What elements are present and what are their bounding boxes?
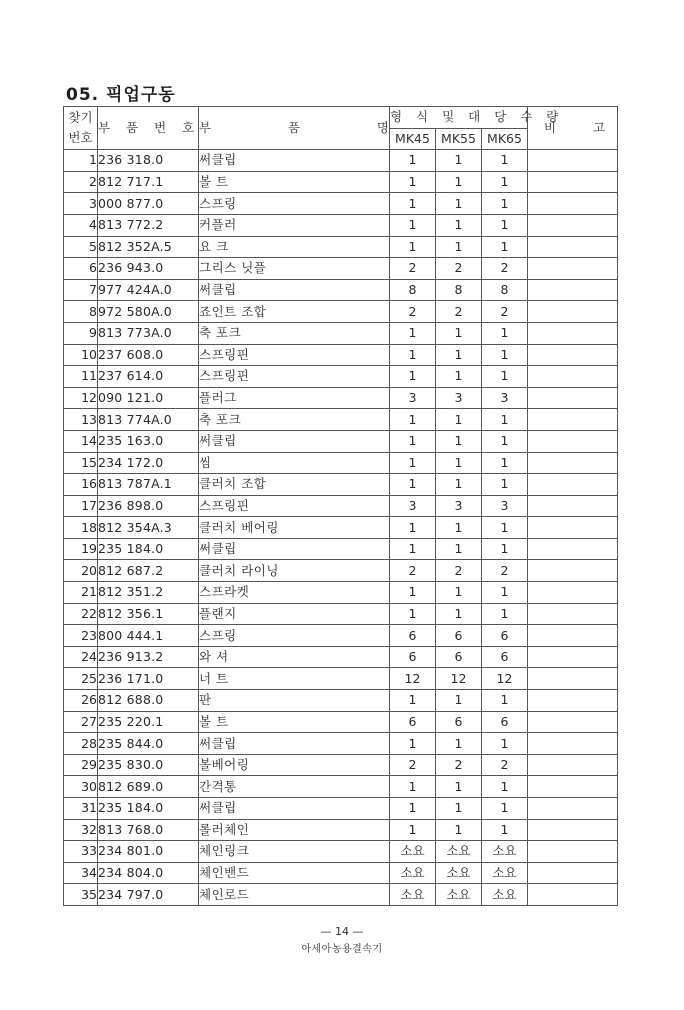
part-name-cell: 클러치 라이닝 bbox=[199, 560, 390, 582]
remarks-cell bbox=[528, 603, 618, 625]
qty-mk55-cell: 1 bbox=[436, 798, 482, 820]
qty-mk65-cell: 1 bbox=[482, 366, 528, 388]
qty-mk65-cell: 2 bbox=[482, 754, 528, 776]
part-number-cell: 236 943.0 bbox=[98, 258, 199, 280]
find-number-cell: 21 bbox=[64, 582, 98, 604]
qty-mk65-cell: 소요 bbox=[482, 862, 528, 884]
qty-mk65-cell: 1 bbox=[482, 582, 528, 604]
qty-mk45-cell: 1 bbox=[390, 409, 436, 431]
part-number-cell: 812 354A.3 bbox=[98, 517, 199, 539]
remarks-cell bbox=[528, 819, 618, 841]
remarks-cell bbox=[528, 236, 618, 258]
remarks-cell bbox=[528, 884, 618, 906]
part-name-cell: 롤러체인 bbox=[199, 819, 390, 841]
table-row bbox=[64, 711, 618, 733]
table-row bbox=[64, 322, 618, 344]
find-number-cell: 9 bbox=[64, 322, 98, 344]
part-number-cell: 972 580A.0 bbox=[98, 301, 199, 323]
qty-mk45-cell: 1 bbox=[390, 798, 436, 820]
table-row bbox=[64, 862, 618, 884]
find-number-cell: 25 bbox=[64, 668, 98, 690]
part-name-cell: 써클립 bbox=[199, 279, 390, 301]
qty-mk65-cell: 1 bbox=[482, 538, 528, 560]
part-number-cell: 237 608.0 bbox=[98, 344, 199, 366]
qty-mk55-cell: 1 bbox=[436, 517, 482, 539]
qty-mk65-cell: 6 bbox=[482, 711, 528, 733]
qty-mk65-cell: 1 bbox=[482, 819, 528, 841]
part-number-cell: 235 830.0 bbox=[98, 754, 199, 776]
find-number-cell: 28 bbox=[64, 733, 98, 755]
part-number-cell: 813 774A.0 bbox=[98, 409, 199, 431]
part-number-cell: 812 351.2 bbox=[98, 582, 199, 604]
find-number-cell: 2 bbox=[64, 171, 98, 193]
qty-mk55-cell: 1 bbox=[436, 582, 482, 604]
table-row bbox=[64, 733, 618, 755]
table-row bbox=[64, 841, 618, 863]
qty-mk45-cell: 1 bbox=[390, 366, 436, 388]
part-name-cell: 스프라켓 bbox=[199, 582, 390, 604]
table-row bbox=[64, 625, 618, 647]
part-name-cell: 볼 트 bbox=[199, 711, 390, 733]
qty-mk55-cell: 1 bbox=[436, 171, 482, 193]
qty-mk45-cell: 3 bbox=[390, 387, 436, 409]
find-number-cell: 4 bbox=[64, 214, 98, 236]
remarks-cell bbox=[528, 150, 618, 172]
part-number-cell: 234 804.0 bbox=[98, 862, 199, 884]
find-number-cell: 34 bbox=[64, 862, 98, 884]
qty-mk55-cell: 1 bbox=[436, 322, 482, 344]
header-part-name: 부 품 명 bbox=[199, 107, 390, 150]
part-number-cell: 812 356.1 bbox=[98, 603, 199, 625]
header-model-mk55: MK55 bbox=[436, 128, 482, 150]
table-row bbox=[64, 474, 618, 496]
part-name-cell: 스프링핀 bbox=[199, 495, 390, 517]
qty-mk55-cell: 1 bbox=[436, 452, 482, 474]
parts-table bbox=[63, 106, 618, 906]
header-quantity: 형 식 및 대 당 수 량 bbox=[390, 107, 528, 129]
qty-mk45-cell: 1 bbox=[390, 582, 436, 604]
part-number-cell: 813 768.0 bbox=[98, 819, 199, 841]
part-name-cell: 스프링 bbox=[199, 625, 390, 647]
parts-table-header bbox=[64, 107, 618, 150]
header-find-number: 찾기 번호 bbox=[64, 107, 98, 150]
table-row bbox=[64, 366, 618, 388]
qty-mk45-cell: 6 bbox=[390, 625, 436, 647]
qty-mk55-cell: 소요 bbox=[436, 841, 482, 863]
find-number-cell: 24 bbox=[64, 646, 98, 668]
qty-mk55-cell: 3 bbox=[436, 387, 482, 409]
table-row bbox=[64, 495, 618, 517]
qty-mk65-cell: 6 bbox=[482, 625, 528, 647]
qty-mk55-cell: 12 bbox=[436, 668, 482, 690]
qty-mk65-cell: 소요 bbox=[482, 841, 528, 863]
part-name-cell: 스프링 bbox=[199, 193, 390, 215]
header-remarks: 비 고 bbox=[528, 107, 618, 150]
part-number-cell: 235 844.0 bbox=[98, 733, 199, 755]
qty-mk65-cell: 1 bbox=[482, 171, 528, 193]
qty-mk65-cell: 1 bbox=[482, 193, 528, 215]
part-number-cell: 800 444.1 bbox=[98, 625, 199, 647]
part-name-cell: 플러그 bbox=[199, 387, 390, 409]
remarks-cell bbox=[528, 690, 618, 712]
qty-mk55-cell: 2 bbox=[436, 258, 482, 280]
table-row bbox=[64, 171, 618, 193]
part-name-cell: 체인밴드 bbox=[199, 862, 390, 884]
qty-mk65-cell: 2 bbox=[482, 258, 528, 280]
qty-mk45-cell: 1 bbox=[390, 690, 436, 712]
section-title: 05. 픽업구동 bbox=[66, 85, 176, 105]
table-row bbox=[64, 668, 618, 690]
part-number-cell: 234 801.0 bbox=[98, 841, 199, 863]
table-row bbox=[64, 409, 618, 431]
part-number-cell: 812 352A.5 bbox=[98, 236, 199, 258]
remarks-cell bbox=[528, 409, 618, 431]
table-row bbox=[64, 150, 618, 172]
part-name-cell: 그리스 닛플 bbox=[199, 258, 390, 280]
part-number-cell: 812 689.0 bbox=[98, 776, 199, 798]
part-name-cell: 써클립 bbox=[199, 798, 390, 820]
part-name-cell: 체인링크 bbox=[199, 841, 390, 863]
qty-mk55-cell: 1 bbox=[436, 474, 482, 496]
qty-mk45-cell: 1 bbox=[390, 452, 436, 474]
remarks-cell bbox=[528, 474, 618, 496]
part-number-cell: 813 787A.1 bbox=[98, 474, 199, 496]
find-number-cell: 12 bbox=[64, 387, 98, 409]
qty-mk65-cell: 1 bbox=[482, 409, 528, 431]
part-number-cell: 235 184.0 bbox=[98, 798, 199, 820]
find-number-cell: 26 bbox=[64, 690, 98, 712]
find-number-cell: 32 bbox=[64, 819, 98, 841]
qty-mk45-cell: 6 bbox=[390, 711, 436, 733]
qty-mk55-cell: 1 bbox=[436, 150, 482, 172]
find-number-cell: 8 bbox=[64, 301, 98, 323]
qty-mk65-cell: 1 bbox=[482, 150, 528, 172]
remarks-cell bbox=[528, 366, 618, 388]
qty-mk45-cell: 1 bbox=[390, 344, 436, 366]
part-number-cell: 235 163.0 bbox=[98, 430, 199, 452]
qty-mk65-cell: 1 bbox=[482, 474, 528, 496]
remarks-cell bbox=[528, 862, 618, 884]
part-number-cell: 090 121.0 bbox=[98, 387, 199, 409]
parts-table-body bbox=[64, 150, 618, 906]
remarks-cell bbox=[528, 430, 618, 452]
part-number-cell: 235 184.0 bbox=[98, 538, 199, 560]
remarks-cell bbox=[528, 301, 618, 323]
remarks-cell bbox=[528, 733, 618, 755]
table-row bbox=[64, 754, 618, 776]
qty-mk55-cell: 1 bbox=[436, 733, 482, 755]
remarks-cell bbox=[528, 517, 618, 539]
remarks-cell bbox=[528, 776, 618, 798]
qty-mk45-cell: 2 bbox=[390, 754, 436, 776]
table-row bbox=[64, 819, 618, 841]
table-row bbox=[64, 798, 618, 820]
find-number-cell: 18 bbox=[64, 517, 98, 539]
qty-mk55-cell: 1 bbox=[436, 430, 482, 452]
part-name-cell: 클러치 베어링 bbox=[199, 517, 390, 539]
part-name-cell: 커플러 bbox=[199, 214, 390, 236]
qty-mk65-cell: 1 bbox=[482, 690, 528, 712]
qty-mk45-cell: 6 bbox=[390, 646, 436, 668]
table-row bbox=[64, 387, 618, 409]
qty-mk45-cell: 1 bbox=[390, 819, 436, 841]
remarks-cell bbox=[528, 322, 618, 344]
header-part-number: 부 품 번 호 bbox=[98, 107, 199, 150]
qty-mk65-cell: 소요 bbox=[482, 884, 528, 906]
table-row bbox=[64, 582, 618, 604]
qty-mk45-cell: 1 bbox=[390, 171, 436, 193]
table-row bbox=[64, 560, 618, 582]
part-number-cell: 812 687.2 bbox=[98, 560, 199, 582]
remarks-cell bbox=[528, 711, 618, 733]
table-row bbox=[64, 430, 618, 452]
qty-mk45-cell: 2 bbox=[390, 301, 436, 323]
qty-mk55-cell: 1 bbox=[436, 409, 482, 431]
part-name-cell: 스프링핀 bbox=[199, 366, 390, 388]
qty-mk45-cell: 1 bbox=[390, 603, 436, 625]
table-row bbox=[64, 279, 618, 301]
qty-mk45-cell: 1 bbox=[390, 322, 436, 344]
part-name-cell: 너 트 bbox=[199, 668, 390, 690]
qty-mk55-cell: 1 bbox=[436, 776, 482, 798]
part-name-cell: 볼 트 bbox=[199, 171, 390, 193]
qty-mk65-cell: 1 bbox=[482, 603, 528, 625]
qty-mk55-cell: 6 bbox=[436, 646, 482, 668]
part-number-cell: 234 797.0 bbox=[98, 884, 199, 906]
qty-mk65-cell: 6 bbox=[482, 646, 528, 668]
qty-mk45-cell: 2 bbox=[390, 258, 436, 280]
qty-mk55-cell: 1 bbox=[436, 366, 482, 388]
qty-mk45-cell: 소요 bbox=[390, 884, 436, 906]
remarks-cell bbox=[528, 344, 618, 366]
part-name-cell: 판 bbox=[199, 690, 390, 712]
table-row bbox=[64, 517, 618, 539]
qty-mk55-cell: 8 bbox=[436, 279, 482, 301]
table-row bbox=[64, 344, 618, 366]
part-number-cell: 977 424A.0 bbox=[98, 279, 199, 301]
qty-mk55-cell: 2 bbox=[436, 560, 482, 582]
find-number-cell: 15 bbox=[64, 452, 98, 474]
part-number-cell: 234 172.0 bbox=[98, 452, 199, 474]
qty-mk45-cell: 1 bbox=[390, 214, 436, 236]
table-row bbox=[64, 776, 618, 798]
qty-mk45-cell: 1 bbox=[390, 193, 436, 215]
part-name-cell: 스프링핀 bbox=[199, 344, 390, 366]
qty-mk65-cell: 1 bbox=[482, 798, 528, 820]
table-row bbox=[64, 538, 618, 560]
qty-mk45-cell: 소요 bbox=[390, 841, 436, 863]
qty-mk55-cell: 2 bbox=[436, 754, 482, 776]
find-number-cell: 27 bbox=[64, 711, 98, 733]
qty-mk55-cell: 소요 bbox=[436, 884, 482, 906]
part-name-cell: 플랜지 bbox=[199, 603, 390, 625]
remarks-cell bbox=[528, 193, 618, 215]
qty-mk65-cell: 12 bbox=[482, 668, 528, 690]
qty-mk45-cell: 1 bbox=[390, 474, 436, 496]
qty-mk65-cell: 8 bbox=[482, 279, 528, 301]
remarks-cell bbox=[528, 560, 618, 582]
table-row bbox=[64, 646, 618, 668]
find-number-cell: 13 bbox=[64, 409, 98, 431]
part-name-cell: 간격통 bbox=[199, 776, 390, 798]
qty-mk55-cell: 3 bbox=[436, 495, 482, 517]
find-number-cell: 10 bbox=[64, 344, 98, 366]
find-number-cell: 1 bbox=[64, 150, 98, 172]
find-number-cell: 5 bbox=[64, 236, 98, 258]
remarks-cell bbox=[528, 668, 618, 690]
qty-mk55-cell: 1 bbox=[436, 819, 482, 841]
part-name-cell: 써클립 bbox=[199, 150, 390, 172]
qty-mk45-cell: 1 bbox=[390, 236, 436, 258]
footer-organization: 아세아농용결속기 bbox=[301, 944, 383, 955]
part-name-cell: 체인로드 bbox=[199, 884, 390, 906]
header-model-mk45: MK45 bbox=[390, 128, 436, 150]
qty-mk65-cell: 1 bbox=[482, 733, 528, 755]
part-number-cell: 235 220.1 bbox=[98, 711, 199, 733]
remarks-cell bbox=[528, 582, 618, 604]
table-row bbox=[64, 193, 618, 215]
find-number-cell: 19 bbox=[64, 538, 98, 560]
qty-mk65-cell: 1 bbox=[482, 344, 528, 366]
remarks-cell bbox=[528, 495, 618, 517]
part-name-cell: 축 포크 bbox=[199, 409, 390, 431]
qty-mk45-cell: 1 bbox=[390, 733, 436, 755]
qty-mk45-cell: 3 bbox=[390, 495, 436, 517]
remarks-cell bbox=[528, 538, 618, 560]
part-name-cell: 클러치 조합 bbox=[199, 474, 390, 496]
find-number-cell: 33 bbox=[64, 841, 98, 863]
part-number-cell: 813 772.2 bbox=[98, 214, 199, 236]
qty-mk45-cell: 12 bbox=[390, 668, 436, 690]
table-row bbox=[64, 236, 618, 258]
part-number-cell: 236 318.0 bbox=[98, 150, 199, 172]
remarks-cell bbox=[528, 214, 618, 236]
qty-mk55-cell: 1 bbox=[436, 214, 482, 236]
table-row bbox=[64, 603, 618, 625]
qty-mk55-cell: 2 bbox=[436, 301, 482, 323]
qty-mk55-cell: 6 bbox=[436, 711, 482, 733]
part-number-cell: 812 717.1 bbox=[98, 171, 199, 193]
qty-mk65-cell: 1 bbox=[482, 322, 528, 344]
part-name-cell: 볼베어링 bbox=[199, 754, 390, 776]
qty-mk65-cell: 1 bbox=[482, 430, 528, 452]
qty-mk55-cell: 소요 bbox=[436, 862, 482, 884]
qty-mk55-cell: 1 bbox=[436, 538, 482, 560]
qty-mk65-cell: 1 bbox=[482, 452, 528, 474]
qty-mk65-cell: 1 bbox=[482, 776, 528, 798]
table-row bbox=[64, 258, 618, 280]
part-name-cell: 써클립 bbox=[199, 430, 390, 452]
qty-mk45-cell: 1 bbox=[390, 150, 436, 172]
part-number-cell: 236 898.0 bbox=[98, 495, 199, 517]
find-number-cell: 35 bbox=[64, 884, 98, 906]
qty-mk65-cell: 1 bbox=[482, 517, 528, 539]
find-number-cell: 31 bbox=[64, 798, 98, 820]
qty-mk65-cell: 3 bbox=[482, 387, 528, 409]
qty-mk55-cell: 1 bbox=[436, 193, 482, 215]
table-row bbox=[64, 452, 618, 474]
remarks-cell bbox=[528, 258, 618, 280]
qty-mk55-cell: 6 bbox=[436, 625, 482, 647]
qty-mk45-cell: 1 bbox=[390, 517, 436, 539]
qty-mk65-cell: 2 bbox=[482, 560, 528, 582]
remarks-cell bbox=[528, 798, 618, 820]
part-name-cell: 요 크 bbox=[199, 236, 390, 258]
table-row bbox=[64, 884, 618, 906]
remarks-cell bbox=[528, 452, 618, 474]
find-number-cell: 29 bbox=[64, 754, 98, 776]
qty-mk65-cell: 1 bbox=[482, 236, 528, 258]
find-number-cell: 30 bbox=[64, 776, 98, 798]
part-number-cell: 236 913.2 bbox=[98, 646, 199, 668]
qty-mk55-cell: 1 bbox=[436, 344, 482, 366]
remarks-cell bbox=[528, 754, 618, 776]
part-name-cell: 써클립 bbox=[199, 538, 390, 560]
remarks-cell bbox=[528, 387, 618, 409]
qty-mk45-cell: 소요 bbox=[390, 862, 436, 884]
find-number-cell: 3 bbox=[64, 193, 98, 215]
remarks-cell bbox=[528, 171, 618, 193]
qty-mk45-cell: 2 bbox=[390, 560, 436, 582]
part-number-cell: 236 171.0 bbox=[98, 668, 199, 690]
header-model-mk65: MK65 bbox=[482, 128, 528, 150]
part-number-cell: 812 688.0 bbox=[98, 690, 199, 712]
part-name-cell: 축 포크 bbox=[199, 322, 390, 344]
find-number-cell: 6 bbox=[64, 258, 98, 280]
qty-mk45-cell: 1 bbox=[390, 776, 436, 798]
part-name-cell: 와 셔 bbox=[199, 646, 390, 668]
qty-mk45-cell: 1 bbox=[390, 430, 436, 452]
find-number-cell: 14 bbox=[64, 430, 98, 452]
find-number-cell: 23 bbox=[64, 625, 98, 647]
qty-mk65-cell: 3 bbox=[482, 495, 528, 517]
table-row bbox=[64, 301, 618, 323]
part-number-cell: 000 877.0 bbox=[98, 193, 199, 215]
qty-mk65-cell: 2 bbox=[482, 301, 528, 323]
page-number: — 14 — bbox=[320, 925, 364, 938]
qty-mk45-cell: 8 bbox=[390, 279, 436, 301]
qty-mk55-cell: 1 bbox=[436, 236, 482, 258]
table-row bbox=[64, 214, 618, 236]
part-name-cell: 써클립 bbox=[199, 733, 390, 755]
find-number-cell: 20 bbox=[64, 560, 98, 582]
find-number-cell: 16 bbox=[64, 474, 98, 496]
remarks-cell bbox=[528, 625, 618, 647]
qty-mk65-cell: 1 bbox=[482, 214, 528, 236]
remarks-cell bbox=[528, 841, 618, 863]
find-number-cell: 22 bbox=[64, 603, 98, 625]
part-number-cell: 237 614.0 bbox=[98, 366, 199, 388]
find-number-cell: 11 bbox=[64, 366, 98, 388]
qty-mk55-cell: 1 bbox=[436, 603, 482, 625]
qty-mk55-cell: 1 bbox=[436, 690, 482, 712]
find-number-cell: 7 bbox=[64, 279, 98, 301]
qty-mk45-cell: 1 bbox=[390, 538, 436, 560]
part-number-cell: 813 773A.0 bbox=[98, 322, 199, 344]
find-number-cell: 17 bbox=[64, 495, 98, 517]
part-name-cell: 씸 bbox=[199, 452, 390, 474]
remarks-cell bbox=[528, 646, 618, 668]
remarks-cell bbox=[528, 279, 618, 301]
part-name-cell: 죠인트 조합 bbox=[199, 301, 390, 323]
table-row bbox=[64, 690, 618, 712]
